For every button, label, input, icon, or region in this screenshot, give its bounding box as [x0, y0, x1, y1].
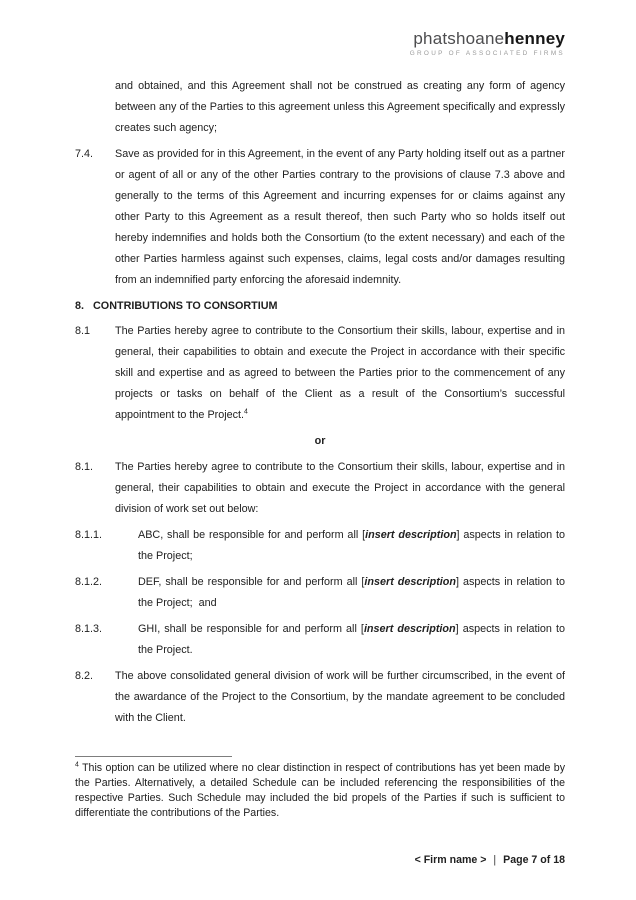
- logo-name-light: phatshoane: [413, 29, 505, 48]
- clause-text: The above consolidated general division of work will be further circumscribed, in the event of the awardance of the Project to the Consortium, by the mandate agreement to be concluded with the Client.: [115, 670, 565, 724]
- clause-number: 8.1.: [75, 461, 94, 473]
- footnote-separator-rule: [75, 756, 232, 757]
- clause-8-1-option-b: [75, 457, 565, 520]
- or-separator: or: [314, 435, 326, 447]
- clause-text: [138, 525, 565, 567]
- clause-number: 8.1.2.: [75, 576, 103, 588]
- clause-number: 8.1: [75, 325, 91, 337]
- clause-text: The Parties hereby agree to contribute to the Consortium their skills, labour, expertise and in general, their capabilities to obtain and execute the Project in accordance with the general division of work set out below:: [115, 461, 565, 515]
- clause-text: [138, 619, 565, 661]
- clause-text: [115, 321, 565, 426]
- footer-separator: |: [493, 854, 497, 866]
- logo-tagline: GROUP OF ASSOCIATED FIRMS: [409, 50, 565, 57]
- section-heading-contributions: [75, 296, 565, 317]
- clause-text-run: DEF, shall be responsible for and perform all [: [138, 576, 365, 588]
- heading-title: CONTRIBUTIONS TO CONSORTIUM: [93, 300, 278, 312]
- clause-text-run: GHI, shall be responsible for and perform all [: [138, 623, 364, 635]
- clause-number: 8.1.3.: [75, 623, 103, 635]
- clause-8-1-3: [75, 619, 565, 661]
- page-number: Page 7 of 18: [503, 854, 565, 866]
- clause-8-1-option-a: [75, 321, 565, 426]
- clause-8-1-1: [75, 525, 565, 567]
- clause-8-1-2: [75, 572, 565, 614]
- clause-number: 8.1.1.: [75, 529, 103, 541]
- page-footer: [415, 850, 565, 871]
- insert-description-placeholder: insert description: [363, 623, 456, 635]
- clause-text-run: ] aspects in relation to the Project; and: [138, 576, 566, 609]
- paragraph-agency-continuation: and obtained, and this Agreement shall not be construed as creating any form of agency between any of the Parties to this agreement unless this Agreement specifically and expressly creates such agency;: [115, 80, 565, 134]
- clause-text-run: ] aspects in relation to the Project.: [138, 623, 565, 656]
- clause-text-run: ] aspects in relation to the Project;: [138, 529, 565, 562]
- clause-text-run: The Parties hereby agree to contribute to the Consortium their skills, labour, expertise and in general, their capabilities to obtain and execute the Project in accordance with their specific skill and expertise and as agreed to between the Parties prior to the commencement of any projects or tasks on behalf of the Client as a result of the Consortium’s successful appointment to the Project.: [115, 325, 565, 421]
- heading-number: 8.: [75, 300, 85, 312]
- insert-description-placeholder: insert description: [364, 576, 456, 588]
- firm-logo: [410, 30, 565, 58]
- footnote-text: This option can be utilized where no clear distinction in respect of contributions has yet been made by the Parties. Alternatively, a detailed Schedule can be included referencing the responsibilities of the respective Parties. Such Schedule may included the bid propels of the Parties if such is sufficient to differentiate the contributions of the Parties.: [75, 762, 565, 819]
- logo-name-bold: henney: [504, 29, 565, 48]
- footnote-marker: 4: [75, 761, 79, 769]
- clause-8-2: [75, 666, 565, 729]
- footnote-4: [75, 761, 565, 821]
- clause-number: 8.2.: [75, 670, 94, 682]
- clause-text: Save as provided for in this Agreement, in the event of any Party holding itself out as a partner or agent of all or any of the other Parties contrary to the provisions of clause 7.3 above and generally to the terms of this Agreement and incurring expenses for or claims against any other Party to this Agreement as a result thereof, then such Party who so holds itself out hereby indemnifies and holds both the Consortium (to the extent necessary) and each of the other Parties harmless against such expenses, claims, legal costs and/or damages resulting from an indemnified party enforcing the aforesaid indemnity.: [115, 148, 565, 286]
- footnote-reference: 4: [244, 408, 248, 416]
- firm-name-placeholder: < Firm name >: [414, 854, 487, 866]
- clause-7-4: [75, 144, 565, 291]
- document-body: [75, 76, 565, 734]
- logo-wordmark: [410, 30, 565, 48]
- insert-description-placeholder: insert description: [365, 529, 457, 541]
- clause-text-run: ABC, shall be responsible for and perform all [: [138, 529, 366, 541]
- clause-text: [138, 572, 565, 614]
- footnote-section: [75, 756, 565, 821]
- clause-number: 7.4.: [75, 148, 94, 160]
